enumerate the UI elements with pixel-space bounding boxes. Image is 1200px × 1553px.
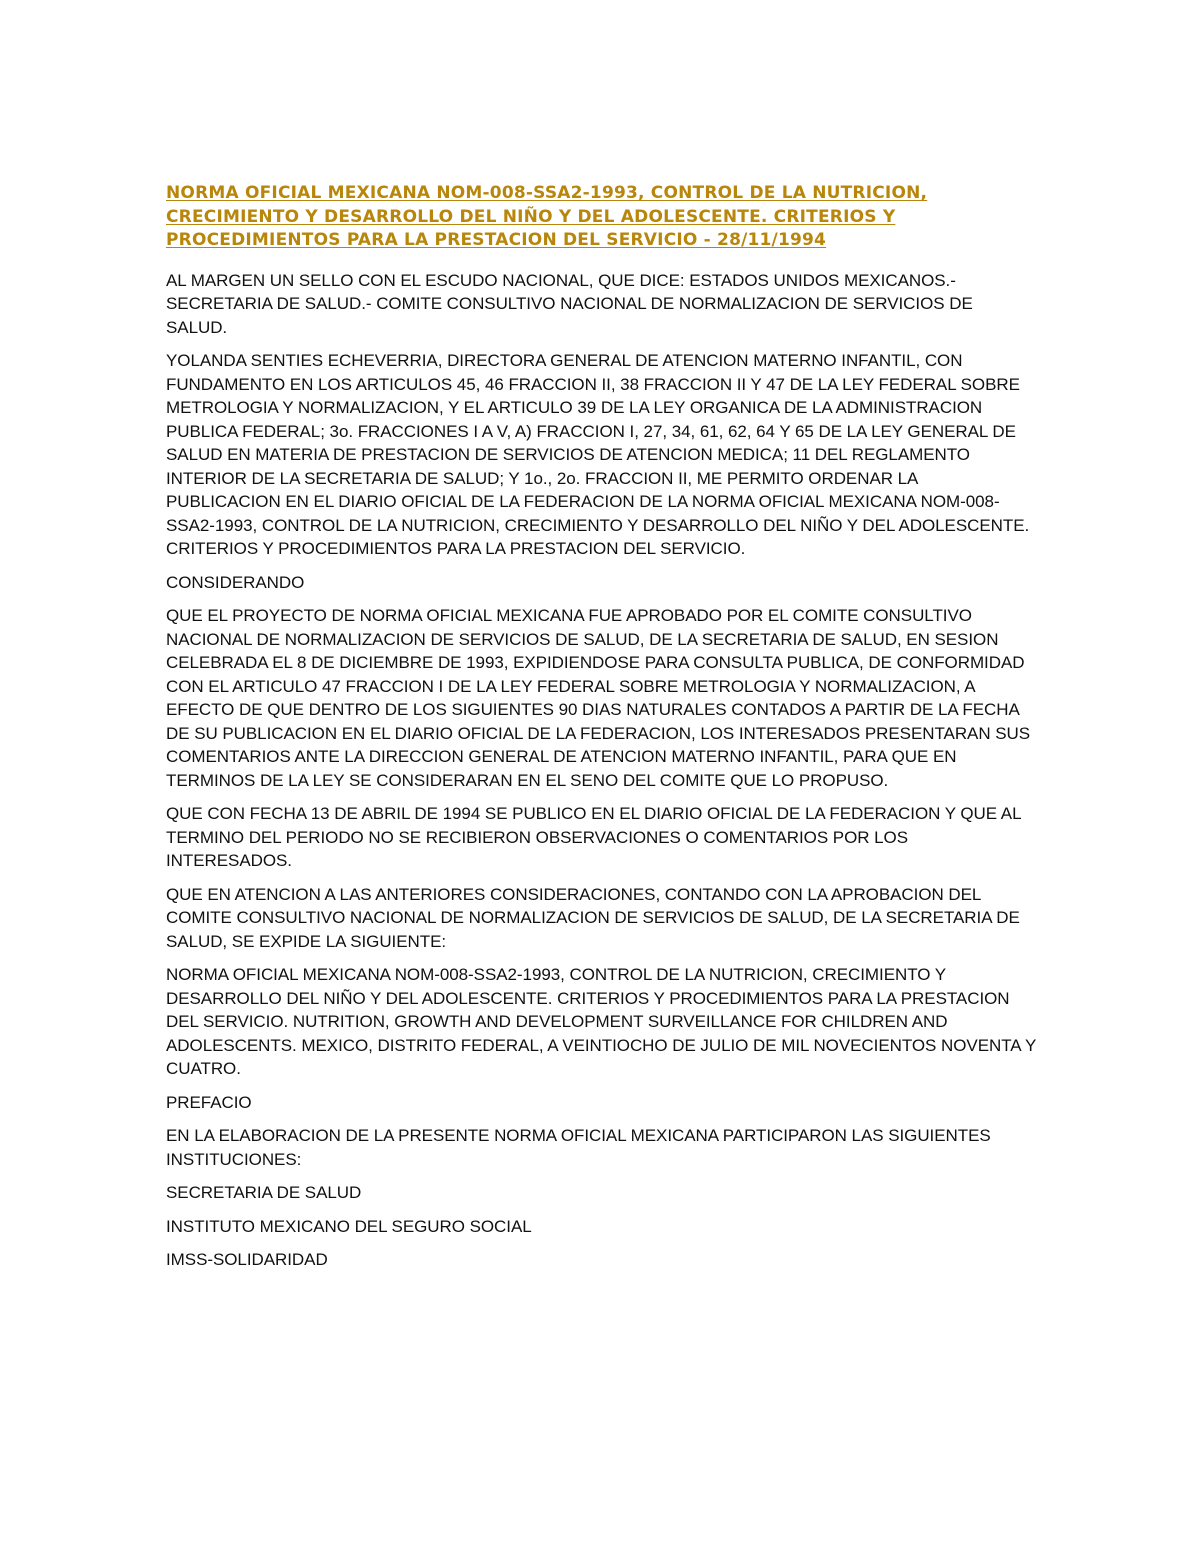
paragraph-norm-title: NORMA OFICIAL MEXICANA NOM-008-SSA2-1993, CONTROL DE LA NUTRICION, CRECIMIENTO Y DESARROLLO DEL NIÑO Y DEL ADOLESCENTE. CRITERIOS Y PROCEDIMIENTOS PARA LA PRESTACION DEL SERVICIO. NUTRITION, GROWTH AND DEVELOPMENT SURVEILLANCE FOR CHILDREN AND ADOLESCENTS. MEXICO, DISTRITO FEDERAL, A VEINTIOCHO DE JULIO DE MIL NOVECIENTOS NOVENTA Y CUATRO. [166, 965, 1036, 1078]
paragraph-publication-date: QUE CON FECHA 13 DE ABRIL DE 1994 SE PUBLICO EN EL DIARIO OFICIAL DE LA FEDERACION Y QUE AL TERMINO DEL PERIODO NO SE RECIBIERON OBSERVACIONES O COMENTARIOS POR LOS INTERESADOS. [166, 804, 1021, 870]
paragraph-margin-seal: AL MARGEN UN SELLO CON EL ESCUDO NACIONAL, QUE DICE: ESTADOS UNIDOS MEXICANOS.- SECRETARIA DE SALUD.- COMITE CONSULTIVO NACIONAL DE NORMALIZACION DE SERVICIOS DE SALUD. [166, 270, 973, 337]
document-page [166, 182, 1036, 1282]
institution-item: SECRETARIA DE SALUD [166, 1183, 362, 1202]
institution-item: IMSS-SOLIDARIDAD [166, 1250, 328, 1269]
heading-prefacio: PREFACIO [166, 1092, 252, 1112]
paragraph-director-statement: YOLANDA SENTIES ECHEVERRIA, DIRECTORA GENERAL DE ATENCION MATERNO INFANTIL, CON FUNDAMENTO EN LOS ARTICULOS 45, 46 FRACCION II, 38 FRACCION II Y 47 DE LA LEY FEDERAL SOBRE METROLOGIA Y NORMALIZACION, Y EL ARTICULO 39 DE LA LEY ORGANICA DE LA ADMINISTRACION PUBLICA FEDERAL; 3o. FRACCIONES I A V, A) FRACCION I, 27, 34, 61, 62, 64 Y 65 DE LA LEY GENERAL DE SALUD EN MATERIA DE PRESTACION DE SERVICIOS DE ATENCION MEDICA; 11 DEL REGLAMENTO INTERIOR DE LA SECRETARIA DE SALUD; Y 1o., 2o. FRACCION II, ME PERMITO ORDENAR LA PUBLICACION EN EL DIARIO OFICIAL DE LA FEDERACION DE LA NORMA OFICIAL MEXICANA NOM-008-SSA2-1993, CONTROL DE LA NUTRICION, CRECIMIENTO Y DESARROLLO DEL NIÑO Y DEL ADOLESCENTE. CRITERIOS Y PROCEDIMIENTOS PARA LA PRESTACION DEL SERVICIO. [166, 351, 1030, 558]
institution-item: INSTITUTO MEXICANO DEL SEGURO SOCIAL [166, 1216, 532, 1236]
heading-considerando: CONSIDERANDO [166, 572, 305, 592]
paragraph-participants-intro: EN LA ELABORACION DE LA PRESENTE NORMA OFICIAL MEXICANA PARTICIPARON LAS SIGUIENTES INSTITUCIONES: [166, 1126, 991, 1169]
paragraph-project-approval: QUE EL PROYECTO DE NORMA OFICIAL MEXICANA FUE APROBADO POR EL COMITE CONSULTIVO NACIONAL DE NORMALIZACION DE SERVICIOS DE SALUD, DE LA SECRETARIA DE SALUD, EN SESION CELEBRADA EL 8 DE DICIEMBRE DE 1993, EXPIDIENDOSE PARA CONSULTA PUBLICA, DE CONFORMIDAD CON EL ARTICULO 47 FRACCION I DE LA LEY FEDERAL SOBRE METROLOGIA Y NORMALIZACION, A EFECTO DE QUE DENTRO DE LOS SIGUIENTES 90 DIAS NATURALES CONTADOS A PARTIR DE LA FECHA DE SU PUBLICACION EN EL DIARIO OFICIAL DE LA FEDERACION, LOS INTERESADOS PRESENTARAN SUS COMENTARIOS ANTE LA DIRECCION GENERAL DE ATENCION MATERNO INFANTIL, PARA QUE EN TERMINOS DE LA LEY SE CONSIDERARAN EN EL SENO DEL COMITE QUE LO PROPUSO. [166, 606, 1031, 790]
paragraph-considerations: QUE EN ATENCION A LAS ANTERIORES CONSIDERACIONES, CONTANDO CON LA APROBACION DEL COMITE CONSULTIVO NACIONAL DE NORMALIZACION DE SERVICIOS DE SALUD, DE LA SECRETARIA DE SALUD, SE EXPIDE LA SIGUIENTE: [166, 884, 1020, 951]
document-title-link[interactable]: NORMA OFICIAL MEXICANA NOM-008-SSA2-1993, CONTROL DE LA NUTRICION, CRECIMIENTO Y DESARROLLO DEL NIÑO Y DEL ADOLESCENTE. CRITERIOS Y PROCEDIMIENTOS PARA LA PRESTACION DEL SERVICIO - 28/11/1994 [166, 183, 928, 250]
